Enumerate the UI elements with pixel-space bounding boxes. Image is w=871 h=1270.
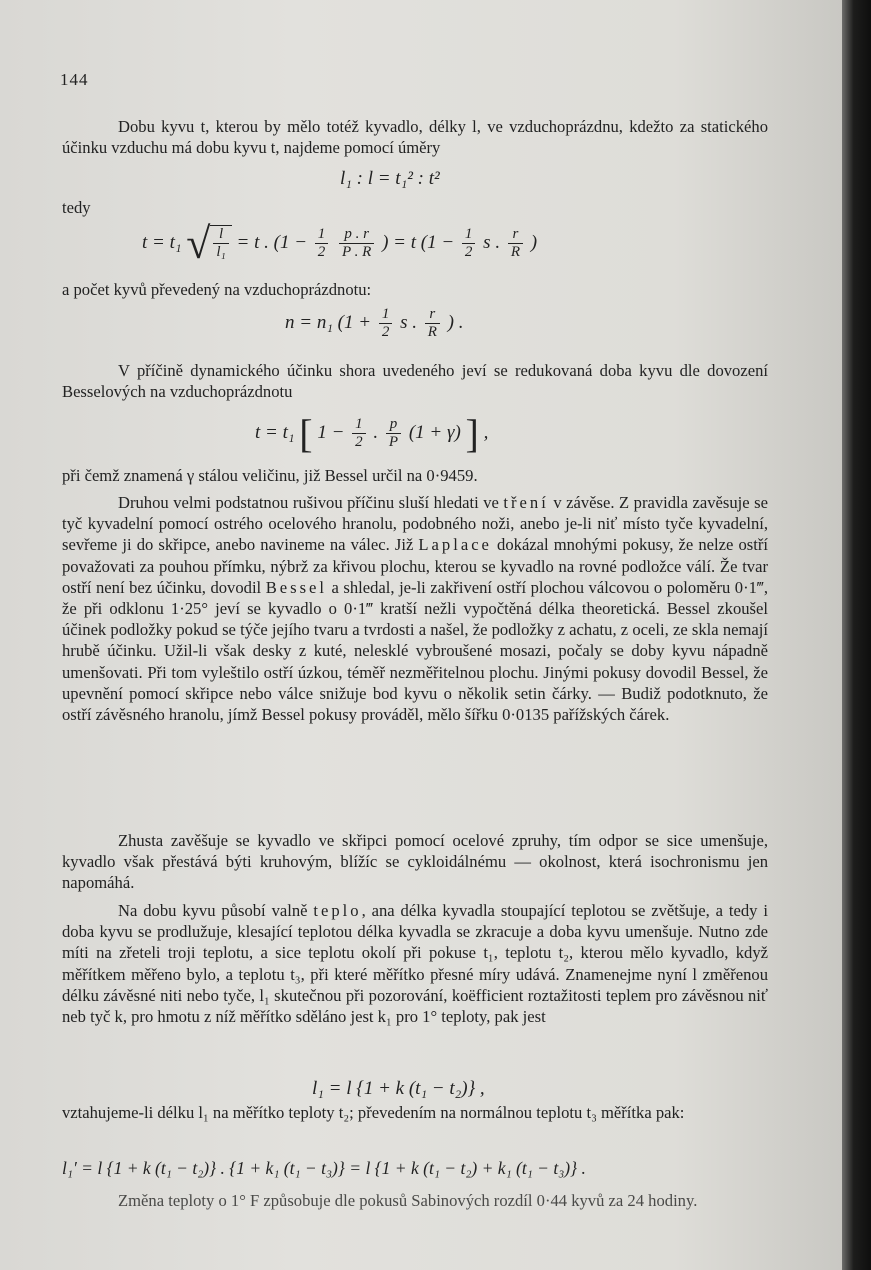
eq-t-s: s . — [483, 231, 501, 253]
temp-text-b: , ana délka kyvadla stoupající teplotou se zvětšuje, a tedy i doba kyvu se prodlužuje, klesající teplotou délka kyvadla se zkracuje a doba kyvu umenšuje. Nutno zde míti na zřeteli troji teplotu, a sice teplotu okolí při pokuse t₁, teplotu t₂, kterou mělo kyvadlo, když měřítkem měřeno bylo, a teplotu t₃, při které měřítko přesné míry udává. Znamenejme nyní l změřenou délku závěsné niti nebo tyče, l₁ skutečnou při pozorování, koëfficient roztažitosti teplem pro závěsnou niť neb tyč k, pro hmotu z níž měřítko sděláno jest k₁ pro 1° teploty, pak jest — [62, 901, 768, 1027]
eq-n-end: ) . — [447, 311, 464, 333]
temp-text-a: Na dobu kyvu působí valně — [118, 901, 308, 920]
equation-ratio: l₁ : l = t₁² : t² — [340, 168, 440, 189]
laplace-name: Laplace — [418, 535, 492, 555]
eq-t-f2-den: P . R — [342, 244, 372, 260]
eq-t-f1-den: 2 — [317, 244, 326, 260]
eq-b-f1-num: 1 — [352, 416, 366, 434]
eq-t-mid2: ) = t (1 − — [382, 231, 455, 253]
eq-n-f1-num: 1 — [379, 306, 393, 324]
eq-t-f2-num: p . r — [339, 226, 374, 244]
eq-b-open: [ — [299, 411, 313, 456]
equation-n — [285, 306, 463, 341]
eq-t-lhs: t = t₁ — [142, 231, 182, 253]
paragraph-sabine: Změna teploty o 1° F způsobuje dle pokusů Sabinových rozdíl 0·44 kyvů za 24 hodiny. — [118, 1191, 698, 1210]
eq-t-end: ) — [530, 231, 538, 253]
eq-n-s: s . — [400, 311, 417, 333]
paragraph-friction — [62, 492, 768, 725]
eq-b-lhs: t = t₁ — [255, 421, 295, 443]
friction-emphasis: tření — [503, 493, 549, 512]
eq-b-f1-den: 2 — [355, 434, 363, 450]
eq-t-sqrt-num: l — [213, 226, 228, 244]
equation-t — [142, 218, 537, 269]
paragraph-gamma: při čemž znamená γ stálou veličinu, již Bessel určil na 0·9459. — [62, 466, 478, 485]
eq-b-comma: , — [483, 421, 489, 443]
equation-bessel — [255, 410, 488, 457]
eq-n-f2-den: R — [427, 324, 437, 340]
equation-l1-prime: l₁′ = l {1 + k (t₁ − t₂)} . {1 + k₁ (t₁ − t₃)} = l {1 + k (t₁ − t₂) + k₁ (t₁ − t₃)} . — [62, 1158, 586, 1178]
eq-n-f1-den: 2 — [381, 324, 390, 340]
sqrt-icon: √ — [186, 219, 211, 268]
friction-text-c: dokázal mnohými pokusy, že nelze ostří považovati za pouhou přímku, nýbrž za křivou plochu, kterou se kyvadlo na rovné podložce válí. Že tvar ostří není bez účinku, dovodil — [62, 535, 768, 597]
paragraph-scale: vztahujeme-li délku l₁ na měřítko teploty t₂; převedením na normálnou teplotu t₃ měřítka pak: — [62, 1103, 685, 1122]
paragraph-temperature — [62, 900, 768, 1027]
eq-t-f3-den: 2 — [464, 244, 473, 260]
friction-text-d: a shledal, je-li zakřivení ostří plochou válcovou o poloměru 0·1‴, že při odklonu 1·25° jeví se kyvadlo o 0·1‴ kratší nežli vypočtěná délka theoretická. Bessel zkoušel účinek podložky pokud se týče jejího tvaru a tvrdosti a našel, že podložky z achatu, z oceli, ze skla nemají hrubě účinku. Užil-li však desky z kuté, nelesklé vybroušené mosazi, počaly se doby kyvu nápadně umenšovati. Při tom vyleštilo ostří úzkou, téměř nezměřitelnou plochu. Jinými pokusy dovodil Bessel, že upevnění pomocí skřipce nebo válce snižuje bod kyvu o několik setin čárky. — Budiž podotknuto, že ostří závěsného hranolu, jímž Bessel pokusy prováděl, mělo šířku 0·0135 pařížských čárek. — [62, 577, 768, 725]
book-edge-shadow — [842, 0, 871, 1270]
eq-t-f4-num: r — [508, 226, 523, 244]
equation-l1: l₁ = l {1 + k (t₁ − t₂)} , — [312, 1078, 485, 1099]
eq-b-dot: . — [373, 421, 379, 443]
eq-b-one-minus: 1 − — [317, 421, 345, 443]
eq-b-tail: (1 + γ) — [408, 421, 461, 443]
bessel-name: Bessel — [265, 577, 328, 597]
friction-text-a: Druhou velmi podstatnou rušivou příčinu sluší hledati ve — [118, 493, 499, 512]
eq-b-f2-den: P — [388, 434, 399, 450]
eq-n-f2-num: r — [425, 306, 440, 324]
eq-t-sqrt-den: l₁ — [216, 244, 226, 260]
eq-t-mid: = t . (1 − — [236, 231, 308, 253]
eq-n-lhs: n = n₁ (1 + — [285, 311, 372, 333]
word-tedy: tedy — [62, 198, 91, 217]
eq-b-f2-num: p — [386, 416, 401, 434]
eq-t-f4-den: R — [510, 244, 520, 260]
eq-t-f1-num: 1 — [315, 226, 329, 244]
eq-t-f3-num: 1 — [462, 226, 476, 244]
friction-text-b: v závěse. Z pravidla zavěsuje se tyč kyvadelní pomocí ostrého ocelového hranolu, podobného noži, anebo je-li niť místo tyče kyvadelní, sevřeme ji do skřipce, anebo navineme na válec. Již — [62, 493, 768, 555]
paragraph-spring: Zhusta zavěšuje se kyvadlo ve skřipci pomocí ocelové zpruhy, tím odpor se sice umenšuje, kyvadlo však přestává býti kruhovým, blížíc se cykloidálnému — okolnost, která isochronismu jen napomáhá. — [62, 831, 768, 893]
paragraph-pendulum-period: Dobu kyvu t, kterou by mělo totéž kyvadlo, délky l, ve vzduchoprázdnu, kdežto za statického účinku vzduchu má dobu kyvu t, najdeme pomocí úměry — [62, 117, 768, 158]
eq-b-close: ] — [465, 411, 479, 456]
teplo-emphasis: teplo — [313, 901, 362, 920]
paragraph-bessel-reduction: V příčině dynamického účinku shora uvedeného jeví se redukovaná doba kyvu dle dovození Besselových na vzduchoprázdnotu — [62, 361, 768, 402]
page-number: 144 — [60, 70, 89, 89]
paragraph-vacuum-count: a počet kyvů převedený na vzduchoprázdnotu: — [62, 280, 372, 299]
